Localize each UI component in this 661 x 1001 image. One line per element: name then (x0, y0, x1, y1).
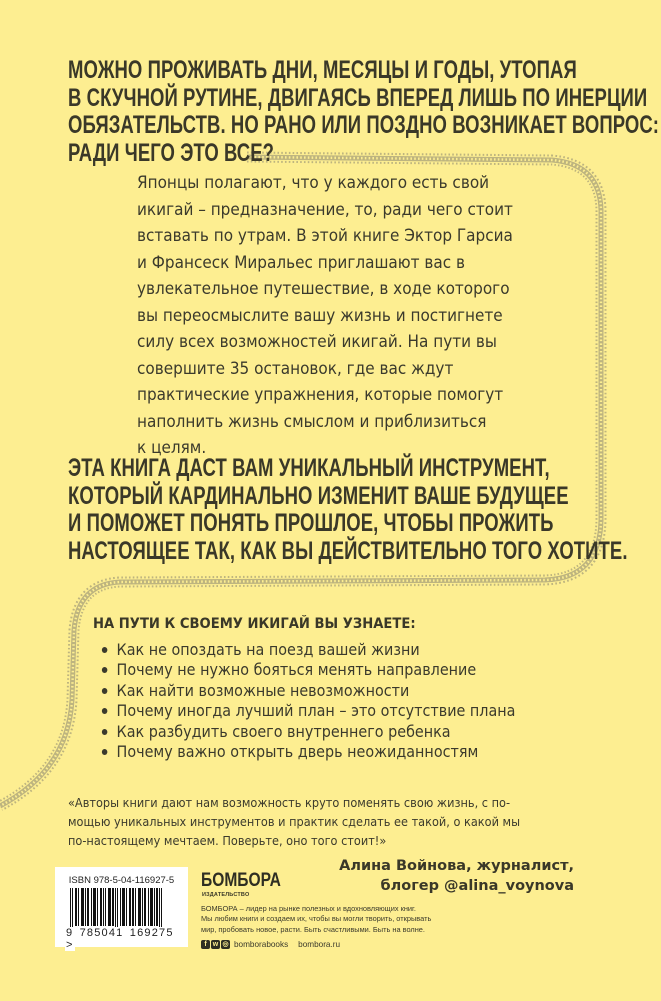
learn-list (100, 640, 515, 762)
bullet-icon (102, 667, 108, 673)
publisher-logo: БОМБОРА (201, 870, 281, 891)
publisher-description-line: мир, пробовать новое, расти. Быть счастливыми. Быть на волне. (201, 924, 425, 934)
headline-middle-line: ЭТА КНИГА ДАСТ ВАМ УНИКАЛЬНЫЙ ИНСТРУМЕНТ, (68, 454, 550, 482)
headline-middle-line: НАСТОЯЩЕЕ ТАК, КАК ВЫ ДЕЙСТВИТЕЛЬНО ТОГО ХОТИТЕ. (68, 536, 628, 565)
bullet-icon (102, 688, 108, 694)
description (137, 170, 513, 462)
isbn-barcode (55, 867, 188, 951)
headline-middle (68, 455, 628, 565)
social-handle: bomborabooks (234, 940, 289, 949)
learn-list-item: Почему важно открыть дверь неожиданностям (100, 742, 515, 762)
quote-author (339, 856, 574, 896)
description-line: силу всех возможностей икигай. На пути вы (137, 332, 497, 351)
ean-digits: 9 785041 169275 > (66, 927, 174, 951)
headline-middle-line: И ПОМОЖЕТ ПОНЯТЬ ПРОШЛОЕ, ЧТОБЫ ПРОЖИТЬ (68, 509, 554, 537)
publisher-website: bombora.ru (298, 940, 341, 949)
publisher-description-line: Мы любим книги и создаем их, чтобы вы могли творить, открывать (201, 914, 432, 924)
headline-middle-line: КОТОРЫЙ КАРДИНАЛЬНО ИЗМЕНИТ ВАШЕ БУДУЩЕЕ (68, 481, 569, 510)
bullet-icon (102, 647, 108, 653)
quote-author-line: Алина Войнова, журналист, (339, 858, 574, 874)
quote-line: мощью уникальных инструментов и практик сделать ее такой, о какой мы (68, 814, 521, 829)
description-line: наполнить жизнь смыслом и приблизиться (137, 411, 487, 431)
testimonial-quote (68, 793, 520, 850)
description-line: совершите 35 остановок, где вас ждут (137, 358, 454, 378)
description-line: и Франсеск Миральес приглашают вас в (137, 252, 465, 272)
learn-list-item: Как разбудить своего внутреннего ребенка (100, 722, 515, 742)
quote-author-line: блогер @alina_voynova (380, 878, 574, 894)
publisher-social (201, 940, 340, 949)
headline-top-line: МОЖНО ПРОЖИВАТЬ ДНИ, МЕСЯЦЫ И ГОДЫ, УТОПАЯ (68, 56, 577, 84)
facebook-icon: f (201, 940, 210, 949)
headline-top (68, 57, 659, 167)
quote-line: по-настоящему мечтаем. Поверьте, оно того стоит!» (68, 833, 387, 848)
headline-top-line: ОБЯЗАТЕЛЬСТВ. НО РАНО ИЛИ ПОЗДНО ВОЗНИКАЕТ ВОПРОС: (68, 111, 660, 139)
publisher-description-line: БОМБОРА – лидер на рынке полезных и вдохновляющих книг. (201, 904, 416, 913)
description-line: увлекательное путешествие, в ходе которого (137, 279, 510, 298)
learn-list-item: Как не опоздать на поезд вашей жизни (100, 640, 515, 660)
description-line: практические упражнения, которые помогут (137, 385, 504, 404)
quote-line: «Авторы книги дают нам возможность круто поменять свою жизнь, с по- (68, 795, 511, 810)
bullet-icon (102, 729, 108, 735)
instagram-icon: ◎ (222, 941, 229, 948)
bullet-icon (102, 708, 108, 714)
publisher-subtitle: ИЗДАТЕЛЬСТВО (202, 892, 250, 898)
learn-list-item: Как найти возможные невозможности (100, 681, 515, 701)
barcode-bars-icon (70, 888, 174, 932)
learn-title: НА ПУТИ К СВОЕМУ ИКИГАЙ ВЫ УЗНАЕТЕ: (93, 616, 416, 632)
description-line: вы переосмыслите вашу жизнь и постигнете (137, 305, 503, 325)
publisher-description (201, 904, 431, 935)
bullet-icon (102, 749, 108, 755)
description-line: Японцы полагают, что у каждого есть свой (137, 173, 490, 192)
description-line: к целям. (137, 438, 207, 457)
learn-list-item: Почему иногда лучший план – это отсутствие плана (100, 701, 515, 721)
description-line: вставать по утрам. В этой книге Эктор Гарсиа (137, 226, 513, 245)
learn-list-item: Почему не нужно бояться менять направление (100, 660, 515, 680)
description-line: икигай – предназначение, то, ради чего стоит (137, 199, 513, 219)
headline-top-line: В СКУЧНОЙ РУТИНЕ, ДВИГАЯСЬ ВПЕРЕД ЛИШЬ ПО ИНЕРЦИИ (68, 83, 648, 112)
vk-icon: w (212, 941, 219, 948)
isbn-label: ISBN 978-5-04-116927-5 (68, 875, 175, 886)
headline-top-line: РАДИ ЧЕГО ЭТО ВСЕ? (68, 138, 275, 167)
